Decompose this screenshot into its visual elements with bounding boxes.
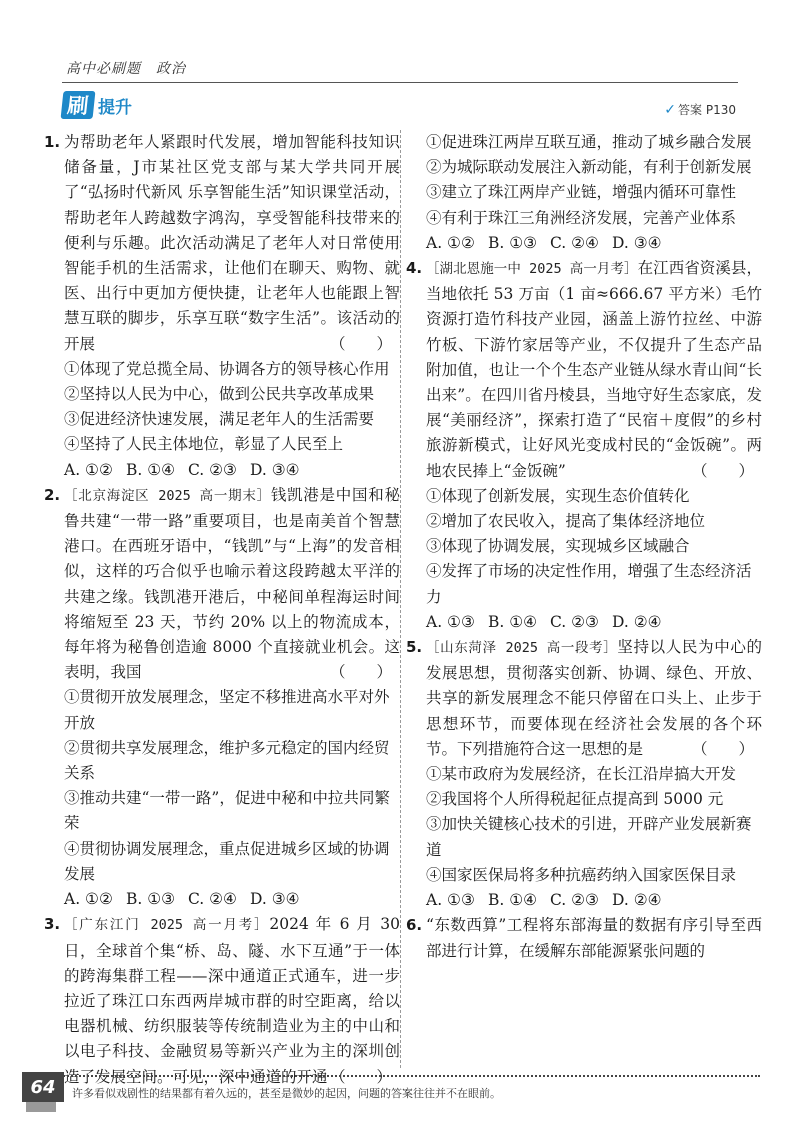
question-number: 3. — [44, 915, 61, 934]
option-3: ③体现了协调发展，实现城乡区域融合 — [426, 537, 690, 556]
question-1 — [44, 130, 400, 483]
question-source: ［北京海淀区 2025 高一期末］ — [64, 487, 271, 504]
header-rule — [62, 82, 738, 83]
option-1: ①体现了创新发展，实现生态价值转化 — [426, 486, 690, 505]
question-source: ［湖北恩施一中 2025 高一月考］ — [426, 261, 638, 278]
question-source: ［山东菏泽 2025 高一段考］ — [426, 640, 618, 657]
option-1: ①体现了党总揽全局、协调各方的领导核心作用 — [64, 359, 390, 378]
book-title: 高中必刷题 政治 — [66, 61, 186, 77]
footer-rule — [40, 1075, 760, 1077]
choice-a: A. ①② — [426, 233, 475, 252]
question-stem: 钱凯港是中国和秘鲁共建“一带一路”重要项目，也是南美首个智慧港口。在西班牙语中，“钱凯”与“上海”的发音相似，这样的巧合似乎也喻示着这段跨越太平洋的共建之缘。钱凯港开港后，中秘间单程海运时间将缩短至 23 天，节约 20% 以上的物流成本，每年将为秘鲁创造逾 8000 个直接就业机会。这表明，我国 — [64, 485, 400, 682]
choice-d: D. ②④ — [612, 612, 662, 631]
footer-quote: 许多看似戏剧性的结果都有着久远的，甚至是微妙的起因，问题的答案往往并不在眼前。 — [72, 1087, 501, 1100]
choice-a: A. ①③ — [426, 891, 475, 910]
choice-c: C. ②③ — [188, 460, 237, 479]
choice-b: B. ①④ — [488, 891, 538, 910]
choice-c: C. ②④ — [550, 233, 599, 252]
choice-c: C. ②③ — [550, 891, 599, 910]
answer-blank: （ ） — [329, 334, 392, 353]
choice-d: D. ②④ — [612, 891, 662, 910]
answer-blank: （ ） — [329, 663, 392, 682]
option-3: ③建立了珠江两岸产业链，增强内循环可靠性 — [426, 183, 737, 202]
choice-c: C. ②③ — [550, 612, 599, 631]
choice-b: B. ①③ — [488, 233, 538, 252]
choice-b: B. ①④ — [488, 612, 538, 631]
question-number: 4. — [406, 259, 423, 278]
answer-blank: （ ） — [691, 739, 754, 758]
question-3-options — [426, 130, 762, 256]
answer-blank: （ ） — [329, 1067, 392, 1086]
option-1: ①促进珠江两岸互联互通，推动了城乡融合发展 — [426, 133, 752, 151]
option-3: ③加快关键核心技术的引进，开辟产业发展新赛道 — [426, 815, 752, 859]
option-4: ④坚持了人民主体地位，彰显了人民至上 — [64, 435, 344, 454]
choice-b: B. ①③ — [126, 890, 176, 909]
question-stem: 坚持以人民为中心的发展思想，贯彻落实创新、协调、绿色、开放、共享的新发展理念不能只停留在口头上、止步于思想环节，而要体现在经济社会发展的各个环节。下列措施符合这一思想的是 — [426, 638, 762, 758]
brand-mark: 刷 — [61, 91, 96, 119]
right-column — [406, 130, 762, 964]
option-2: ②增加了农民收入，提高了集体经济地位 — [426, 512, 706, 531]
answer-page: 答案 P130 — [678, 103, 736, 117]
question-stem: 为帮助老年人紧跟时代发展，增加智能科技知识储备量，J市某社区党支部与某大学共同开展了“弘扬时代新风 乐享智能生活”知识课堂活动，帮助老年人跨越数字鸿沟，享受智能科技带来的便利与乐趣。此次活动满足了老年人对日常使用智能手机的生活需求，让他们在聊天、购物、就医、出行中更加方便快捷，让老年人也能跟上智慧互联的脚步，乐享互联“数字生活”。该活动的开展 — [64, 133, 400, 353]
question-4 — [406, 256, 762, 635]
question-stem: 2024 年 6 月 30 日，全球首个集“桥、岛、隧、水下互通”于一体的跨海集群工程——深中通道正式通车，进一步拉近了珠江口东西两岸城市群的时空距离，给以电器机械、纺织服装等传统制造业为主的中山和以电子科技、金融贸易等新兴产业为主的深圳创造了发展空间。可见，深中通道的开通 — [64, 915, 400, 1086]
choice-d: D. ③④ — [250, 890, 300, 909]
choice-a: A. ①② — [64, 460, 113, 479]
question-2 — [44, 483, 400, 912]
answer-choices — [426, 231, 762, 256]
option-3: ③推动共建“一带一路”，促进中秘和中拉共同繁荣 — [64, 789, 390, 833]
question-number: 1. — [44, 133, 61, 151]
option-2: ②我国将个人所得税起征点提高到 5000 元 — [426, 790, 724, 809]
answer-blank: （ ） — [691, 461, 754, 480]
option-2: ②坚持以人民为中心，做到公民共享改革成果 — [64, 385, 375, 404]
answer-choices — [64, 458, 400, 483]
choice-a: A. ①③ — [426, 612, 475, 631]
answer-choices — [426, 610, 762, 635]
question-number: 6. — [406, 916, 423, 935]
option-4: ④国家医保局将多种抗癌药纳入国家医保目录 — [426, 865, 737, 884]
option-1: ①某市政府为发展经济，在长江沿岸搞大开发 — [426, 765, 737, 784]
choice-a: A. ①② — [64, 890, 113, 909]
question-number: 5. — [406, 638, 423, 657]
column-divider — [400, 130, 401, 1068]
option-1: ①贯彻开放发展理念，坚定不移推进高水平对外开放 — [64, 688, 390, 732]
question-3-part-1 — [44, 912, 400, 1089]
question-stem: “东数西算”工程将东部海量的数据有序引导至西部进行计算，在缓解东部能源紧张问题的 — [426, 916, 762, 960]
question-stem: 在江西省资溪县，当地依托 53 万亩（1 亩≈666.67 平方米）毛竹资源打造竹科技产业园，涵盖上游竹拉丝、中游竹板、下游竹家居等产业，不仅提升了生态产品附加值，也让一个个生态产业链从绿水青山间“长出来”。在四川省丹棱县，当地守好生态家底，发展“美丽经济”，探索打造了“民宿＋度假”的乡村旅游新模式，让好风光变成村民的“金饭碗”。两地农民捧上“金饭碗” — [426, 259, 762, 480]
left-column — [44, 130, 400, 1090]
answer-reference — [664, 101, 736, 118]
option-4: ④有利于珠江三角洲经济发展，完善产业体系 — [426, 208, 737, 227]
option-4: ④贯彻协调发展理念，重点促进城乡区域的协调发展 — [64, 839, 390, 883]
answer-choices — [64, 887, 400, 912]
choice-b: B. ①④ — [126, 460, 176, 479]
brand-subtitle: 提升 — [98, 97, 132, 118]
answer-choices — [426, 888, 762, 913]
check-icon: ✓ — [664, 102, 677, 118]
option-4: ④发挥了市场的决定性作用，增强了生态经济活力 — [426, 562, 752, 606]
option-3: ③促进经济快速发展，满足老年人的生活需要 — [64, 410, 375, 429]
option-2: ②贯彻共享发展理念，维护多元稳定的国内经贸关系 — [64, 738, 390, 783]
question-number: 2. — [44, 485, 61, 504]
choice-d: D. ③④ — [612, 233, 662, 252]
option-2: ②为城际联动发展注入新动能，有利于创新发展 — [426, 158, 752, 177]
page-number: 64 — [22, 1072, 64, 1102]
question-6 — [406, 913, 762, 963]
choice-c: C. ②④ — [188, 890, 237, 909]
question-source: ［广东江门 2025 高一月考］ — [64, 917, 270, 934]
section-brand — [62, 90, 132, 120]
choice-d: D. ③④ — [250, 460, 300, 479]
question-5 — [406, 635, 762, 913]
